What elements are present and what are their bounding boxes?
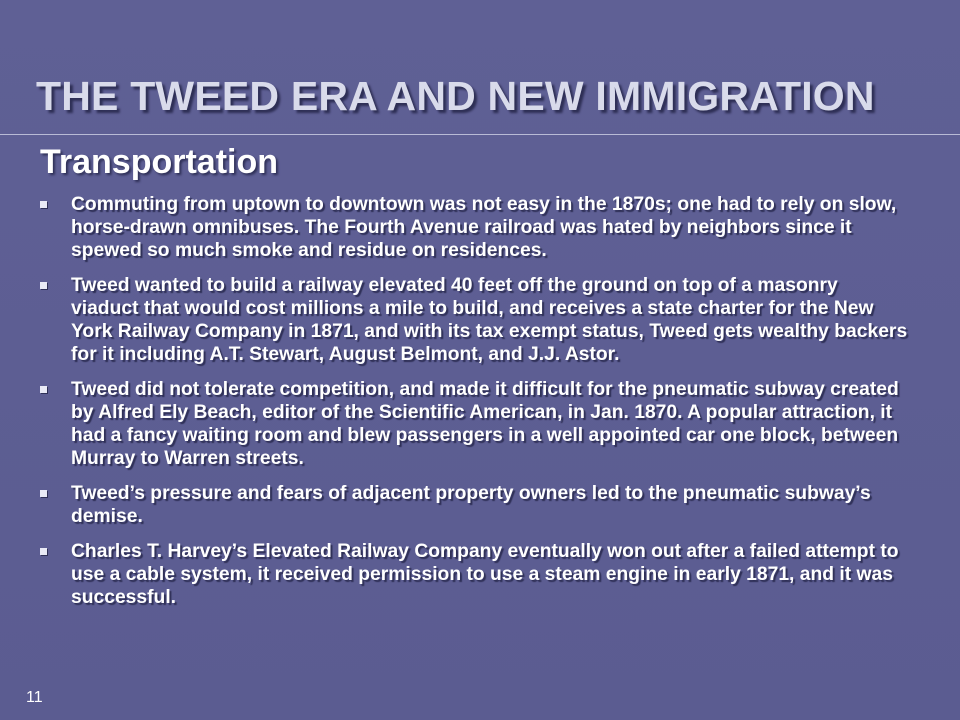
page-number: 11 (26, 689, 43, 706)
square-bullet-icon (40, 282, 47, 289)
bullet-item (38, 193, 908, 262)
bullet-text: Tweed wanted to build a railway elevated 40 feet off the ground on top of a masonry viaduct that would cost millions a mile to build, and receives a state charter for the New York Railway Company in 1871, and with its tax exempt status, Tweed gets wealthy backers for it including A.T. Stewart, August Belmont, and J.J. Astor. (71, 275, 908, 365)
square-bullet-icon (40, 386, 47, 393)
bullet-text: Tweed did not tolerate competition, and made it difficult for the pneumatic subway created by Alfred Ely Beach, editor of the Scientific American, in Jan. 1870. A popular attraction, it had a fancy waiting room and blew passengers in a well appointed car one block, between Murray to Warren streets. (71, 379, 899, 469)
slide-title: THE TWEED ERA AND NEW IMMIGRATION (36, 73, 875, 119)
bullet-list (38, 193, 908, 621)
slide-subtitle: Transportation (40, 143, 279, 181)
bullet-item (38, 482, 908, 528)
title-divider (0, 134, 960, 135)
bullet-text: Commuting from uptown to downtown was not easy in the 1870s; one had to rely on slow, horse-drawn omnibuses. The Fourth Avenue railroad was hated by neighbors since it spewed so much smoke and residue on residences. (71, 194, 897, 261)
square-bullet-icon (40, 490, 47, 497)
bullet-text: Tweed’s pressure and fears of adjacent property owners led to the pneumatic subway’s demise. (71, 483, 871, 527)
bullet-item (38, 540, 908, 609)
bullet-item (38, 378, 908, 470)
bullet-item (38, 274, 908, 366)
square-bullet-icon (40, 548, 47, 555)
bullet-text: Charles T. Harvey’s Elevated Railway Company eventually won out after a failed attempt to use a cable system, it received permission to use a steam engine in early 1871, and it was successful. (71, 541, 899, 608)
square-bullet-icon (40, 201, 47, 208)
